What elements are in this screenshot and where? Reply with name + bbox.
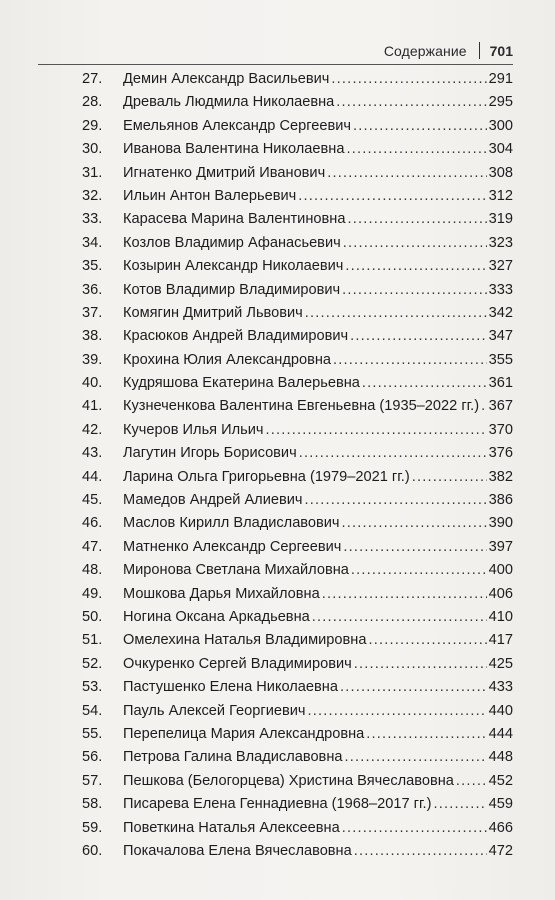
- entry-number: 56.: [82, 749, 103, 766]
- entry-name: Красюков Андрей Владимирович: [123, 328, 349, 345]
- entry-line: [123, 419, 513, 442]
- entry-number: 28.: [82, 94, 103, 111]
- header-separator: [479, 42, 480, 59]
- entry-name: Пастушенко Елена Николаевна: [123, 679, 338, 696]
- dot-leader: [412, 466, 487, 489]
- entry-page: 319: [488, 211, 513, 228]
- dot-leader: [308, 700, 487, 723]
- dot-leader: [342, 817, 487, 840]
- entry-page: 472: [488, 842, 513, 859]
- entry-page: 323: [488, 234, 513, 251]
- dot-leader: [342, 279, 487, 302]
- entry-name: Перепелица Мария Александровна: [123, 725, 365, 742]
- toc-entry: [0, 536, 555, 559]
- entry-line: [123, 325, 513, 348]
- entry-line: [123, 746, 513, 769]
- toc-entry: [0, 279, 555, 302]
- dot-leader: [354, 840, 487, 863]
- entry-line: [123, 115, 513, 138]
- toc-entry: [0, 349, 555, 372]
- entry-number: 37.: [82, 304, 103, 321]
- entry-page: 370: [488, 421, 513, 438]
- dot-leader: [351, 559, 487, 582]
- entry-page: 382: [488, 468, 513, 485]
- entry-name: Пауль Алексей Георгиевич: [123, 702, 306, 719]
- entry-line: [123, 653, 513, 676]
- toc-entry: [0, 325, 555, 348]
- entry-line: [123, 629, 513, 652]
- entry-page: 448: [488, 749, 513, 766]
- entry-name: Козырин Александр Николаевич: [123, 258, 344, 275]
- entry-line: [123, 489, 513, 512]
- entry-name: Миронова Светлана Михайловна: [123, 562, 349, 579]
- entry-line: [123, 232, 513, 255]
- entry-page: 361: [488, 375, 513, 392]
- dot-leader: [298, 185, 486, 208]
- toc-entry: [0, 746, 555, 769]
- toc-entry: [0, 512, 555, 535]
- entry-name: Очкуренко Сергей Владимирович: [123, 655, 352, 672]
- entry-line: [123, 91, 513, 114]
- toc-entry: [0, 489, 555, 512]
- entry-page: 459: [488, 796, 513, 813]
- entry-line: [123, 676, 513, 699]
- entry-page: 376: [488, 445, 513, 462]
- toc-entry: [0, 91, 555, 114]
- entry-number: 30.: [82, 141, 103, 158]
- dot-leader: [456, 770, 487, 793]
- entry-page: 406: [488, 585, 513, 602]
- entry-number: 50.: [82, 608, 103, 625]
- entry-name: Иванова Валентина Николаевна: [123, 141, 345, 158]
- entry-name: Мамедов Андрей Алиевич: [123, 492, 303, 509]
- entry-name: Омелехина Наталья Владимировна: [123, 632, 367, 649]
- toc-entry: [0, 138, 555, 161]
- dot-leader: [343, 232, 487, 255]
- entry-page: 355: [488, 351, 513, 368]
- dot-leader: [336, 91, 486, 114]
- dot-leader: [368, 629, 486, 652]
- dot-leader: [353, 115, 487, 138]
- toc-entry: [0, 676, 555, 699]
- toc-entry: [0, 372, 555, 395]
- entry-line: [123, 208, 513, 231]
- entry-number: 54.: [82, 702, 103, 719]
- entry-number: 48.: [82, 562, 103, 579]
- entry-page: 367: [488, 398, 513, 415]
- entry-name: Ильин Антон Валерьевич: [123, 187, 297, 204]
- entry-number: 49.: [82, 585, 103, 602]
- toc-entry: [0, 255, 555, 278]
- entry-number: 39.: [82, 351, 103, 368]
- entry-number: 51.: [82, 632, 103, 649]
- entry-line: [123, 536, 513, 559]
- dot-leader: [366, 723, 486, 746]
- entry-name: Игнатенко Дмитрий Иванович: [123, 164, 326, 181]
- entry-name: Карасева Марина Валентиновна: [123, 211, 346, 228]
- entry-page: 342: [488, 304, 513, 321]
- dot-leader: [305, 302, 487, 325]
- entry-line: [123, 583, 513, 606]
- entry-name: Кузнеченкова Валентина Евгеньевна (1935–2022 гг.): [123, 398, 480, 415]
- toc-entry: [0, 162, 555, 185]
- entry-number: 60.: [82, 842, 103, 859]
- entry-line: [123, 349, 513, 372]
- entry-number: 41.: [82, 398, 103, 415]
- dot-leader: [345, 746, 487, 769]
- dot-leader: [266, 419, 487, 442]
- dot-leader: [327, 162, 486, 185]
- dot-leader: [340, 676, 487, 699]
- entry-number: 55.: [82, 725, 103, 742]
- entry-page: 304: [488, 141, 513, 158]
- entry-page: 440: [488, 702, 513, 719]
- dot-leader: [481, 395, 487, 418]
- entry-page: 291: [488, 71, 513, 87]
- dot-leader: [312, 606, 487, 629]
- entry-name: Покачалова Елена Вячеславовна: [123, 842, 352, 859]
- entry-line: [123, 68, 513, 91]
- running-header: [384, 42, 513, 59]
- entry-number: 42.: [82, 421, 103, 438]
- entry-name: Ларина Ольга Григорьевна (1979–2021 гг.): [123, 468, 410, 485]
- entry-line: [123, 138, 513, 161]
- entry-name: Кучеров Илья Ильич: [123, 421, 264, 438]
- toc-entry: [0, 185, 555, 208]
- page-number: 701: [489, 42, 513, 59]
- dot-leader: [343, 536, 486, 559]
- entry-number: 35.: [82, 258, 103, 275]
- dot-leader: [331, 68, 486, 91]
- entry-name: Комягин Дмитрий Львович: [123, 304, 303, 321]
- entry-line: [123, 770, 513, 793]
- entry-line: [123, 606, 513, 629]
- entry-line: [123, 302, 513, 325]
- entry-line: [123, 395, 513, 418]
- dot-leader: [350, 325, 486, 348]
- toc-entry: [0, 770, 555, 793]
- entry-number: 31.: [82, 164, 103, 181]
- entry-name: Демин Александр Васильевич: [123, 71, 330, 87]
- entry-page: 444: [488, 725, 513, 742]
- entry-page: 347: [488, 328, 513, 345]
- table-of-contents: [0, 68, 555, 863]
- entry-number: 32.: [82, 187, 103, 204]
- entry-number: 46.: [82, 515, 103, 532]
- dot-leader: [433, 793, 486, 816]
- entry-line: [123, 255, 513, 278]
- entry-page: 400: [488, 562, 513, 579]
- entry-number: 53.: [82, 679, 103, 696]
- toc-entry: [0, 723, 555, 746]
- entry-name: Матненко Александр Сергеевич: [123, 538, 342, 555]
- entry-page: 397: [488, 538, 513, 555]
- entry-number: 59.: [82, 819, 103, 836]
- entry-line: [123, 723, 513, 746]
- toc-entry: [0, 395, 555, 418]
- toc-entry: [0, 115, 555, 138]
- entry-name: Котов Владимир Владимирович: [123, 281, 341, 298]
- entry-number: 33.: [82, 211, 103, 228]
- dot-leader: [354, 653, 487, 676]
- entry-page: 410: [488, 608, 513, 625]
- entry-number: 52.: [82, 655, 103, 672]
- entry-number: 34.: [82, 234, 103, 251]
- entry-name: Крохина Юлия Александровна: [123, 351, 332, 368]
- entry-name: Писарева Елена Геннадиевна (1968–2017 гг.): [123, 796, 432, 813]
- toc-entry: [0, 700, 555, 723]
- dot-leader: [342, 512, 487, 535]
- toc-entry: [0, 793, 555, 816]
- entry-page: 452: [488, 772, 513, 789]
- entry-line: [123, 840, 513, 863]
- entry-name: Козлов Владимир Афанасьевич: [123, 234, 341, 251]
- entry-name: Петрова Галина Владиславовна: [123, 749, 343, 766]
- toc-entry: [0, 840, 555, 863]
- entry-number: 58.: [82, 796, 103, 813]
- entry-number: 44.: [82, 468, 103, 485]
- entry-line: [123, 279, 513, 302]
- entry-number: 45.: [82, 492, 103, 509]
- entry-page: 333: [488, 281, 513, 298]
- entry-page: 417: [488, 632, 513, 649]
- header-rule: [38, 64, 513, 65]
- toc-entry: [0, 466, 555, 489]
- dot-leader: [304, 489, 486, 512]
- dot-leader: [345, 255, 486, 278]
- toc-entry: [0, 629, 555, 652]
- entry-number: 27.: [82, 71, 103, 87]
- toc-entry: [0, 606, 555, 629]
- entry-line: [123, 793, 513, 816]
- toc-entry: [0, 442, 555, 465]
- entry-number: 38.: [82, 328, 103, 345]
- entry-page: 312: [488, 187, 513, 204]
- entry-page: 386: [488, 492, 513, 509]
- entry-line: [123, 512, 513, 535]
- entry-name: Маслов Кирилл Владиславович: [123, 515, 340, 532]
- entry-name: Пешкова (Белогорцева) Христина Вячеславовна: [123, 772, 454, 789]
- entry-line: [123, 442, 513, 465]
- entry-number: 36.: [82, 281, 103, 298]
- entry-name: Ногина Оксана Аркадьевна: [123, 608, 310, 625]
- entry-page: 295: [488, 94, 513, 111]
- entry-line: [123, 162, 513, 185]
- entry-number: 57.: [82, 772, 103, 789]
- toc-entry: [0, 232, 555, 255]
- dot-leader: [333, 349, 487, 372]
- entry-line: [123, 372, 513, 395]
- entry-line: [123, 817, 513, 840]
- entry-name: Емельянов Александр Сергеевич: [123, 117, 351, 134]
- dot-leader: [346, 138, 486, 161]
- entry-name: Древаль Людмила Николаевна: [123, 94, 335, 111]
- entry-name: Поветкина Наталья Алексеевна: [123, 819, 340, 836]
- entry-page: 425: [488, 655, 513, 672]
- toc-entry: [0, 653, 555, 676]
- entry-line: [123, 700, 513, 723]
- toc-entry: [0, 68, 555, 91]
- entry-number: 47.: [82, 538, 103, 555]
- entry-name: Лагутин Игорь Борисович: [123, 445, 297, 462]
- entry-line: [123, 559, 513, 582]
- dot-leader: [362, 372, 487, 395]
- toc-entry: [0, 419, 555, 442]
- entry-line: [123, 466, 513, 489]
- entry-page: 466: [488, 819, 513, 836]
- entry-line: [123, 185, 513, 208]
- dot-leader: [322, 583, 487, 606]
- entry-page: 308: [488, 164, 513, 181]
- dot-leader: [347, 208, 486, 231]
- section-title: Содержание: [383, 42, 467, 59]
- entry-number: 29.: [82, 117, 103, 134]
- entry-page: 390: [488, 515, 513, 532]
- toc-entry: [0, 559, 555, 582]
- toc-entry: [0, 302, 555, 325]
- entry-number: 40.: [82, 375, 103, 392]
- toc-entry: [0, 583, 555, 606]
- entry-page: 433: [488, 679, 513, 696]
- toc-entry: [0, 208, 555, 231]
- entry-page: 300: [488, 117, 513, 134]
- entry-page: 327: [488, 258, 513, 275]
- entry-name: Мошкова Дарья Михайловна: [123, 585, 320, 602]
- entry-name: Кудряшова Екатерина Валерьевна: [123, 375, 360, 392]
- toc-entry: [0, 817, 555, 840]
- dot-leader: [299, 442, 487, 465]
- entry-number: 43.: [82, 445, 103, 462]
